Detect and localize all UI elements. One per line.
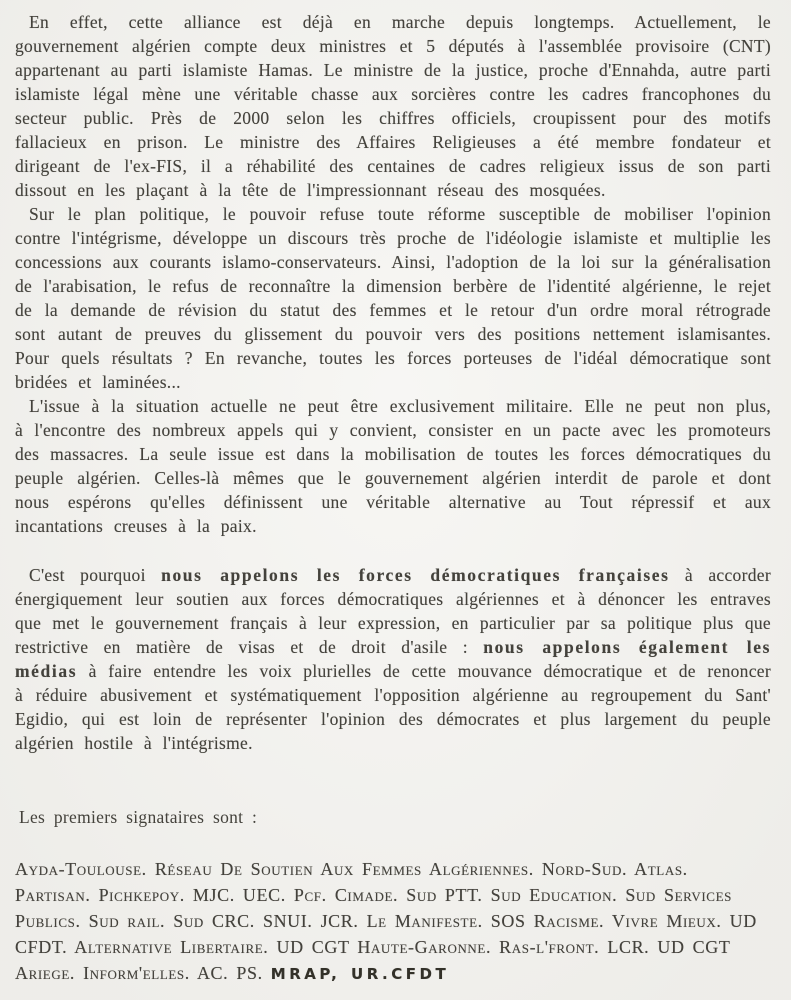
paragraph-alliance bbox=[15, 10, 771, 202]
paragraph-issue-situation bbox=[15, 394, 771, 538]
text-run: En effet, cette alliance est déjà en marche depuis longtemps. Actuellement, le gouvernement algérien compte deux ministres et 5 députés à l'assemblée provisoire (CNT) appartenant au parti islamiste Hamas. Le ministre de la justice, proche d'Ennahda, autre parti islamiste légal mène une véritable chasse aux sorcières contre les cadres francophones du secteur public. Près de 2000 selon les chiffres officiels, croupissent pour des motifs fallacieux en prison. Le ministre des Affaires Religieuses a été membre fondateur et dirigeant de l'ex-FIS, il a réhabilité des centaines de cadres religieux issus de son parti dissout en les plaçant à la tête de l'impressionnant réseau des mosquées. bbox=[15, 12, 771, 200]
signatories-list bbox=[15, 856, 771, 987]
text-run: Sur le plan politique, le pouvoir refuse toute réforme susceptible de mobiliser l'opinion contre l'intégrisme, développe un discours très proche de l'idéologie islamiste et multiplie les concessions aux courants islamo-conservateurs. Ainsi, l'adoption de la loi sur la généralisation de l'arabisation, le refus de reconnaître la dimension berbère de l'identité algérienne, le rejet de la demande de révision du statut des femmes et le retour d'un ordre moral rétrograde sont autant de preuves du glissement du pouvoir vers des positions nettement islamisantes. Pour quels résultats ? En revanche, toutes les forces porteuses de l'idéal démocratique sont bridées et laminées... bbox=[15, 204, 771, 392]
bold-text-run: nous appelons les forces démocratiques françaises bbox=[161, 565, 670, 585]
text-run: à faire entendre les voix plurielles de cette mouvance démocratique et de renoncer à réduire abusivement et systématiquement l'opposition algérienne au regroupement du Sant' Egidio, qui est loin de représenter l'opinion des démocrates et plus largement du peuple algérien hostile à l'intégrisme. bbox=[15, 661, 771, 753]
text-run: L'issue à la situation actuelle ne peut être exclusivement militaire. Elle ne peut non plus, à l'encontre des nombreux appels qui y convient, consister en un pacte avec les promoteurs des massacres. La seule issue est dans la mobilisation de toutes les forces démocratiques du peuple algérien. Celles-là mêmes que le gouvernement algérien interdit de parole et dont nous espérons qu'elles définissent une véritable alternative au Tout répressif et aux incantations creuses à la paix. bbox=[15, 396, 771, 536]
text-run: à accorder énergiquement leur soutien aux forces démocratiques algériennes et à dénoncer les entraves que met le gouvernement français à leur expression, en particulier par sa politique plus que restrictive en matière de visas et de droit d'asile : bbox=[15, 565, 771, 657]
signatories-handwritten: MRAP, UR.CFDT bbox=[270, 965, 450, 983]
text-run: C'est pourquoi bbox=[29, 565, 162, 585]
paragraph-appel bbox=[15, 563, 771, 755]
document-body bbox=[15, 10, 771, 987]
bold-text-run: nous appelons également les médias bbox=[15, 637, 771, 681]
paragraph-plan-politique bbox=[15, 202, 771, 394]
signatories-typed: Ayda-Toulouse. Réseau De Soutien Aux Femmes Algériennes. Nord-Sud. Atlas. Partisan. Pichkepoy. MJC. UEC. Pcf. Cimade. Sud PTT. Sud Education. Sud Services Publics. Sud rail. Sud CRC. SNUI. JCR. Le Manifeste. SOS Racisme. Vivre Mieux. UD CFDT. Alternative Libertaire. UD CGT Haute-Garonne. Ras-l'front. LCR. UD CGT Ariege. Inform'elles. AC. PS. bbox=[15, 859, 757, 983]
signatories-heading: Les premiers signataires sont : bbox=[19, 807, 258, 827]
